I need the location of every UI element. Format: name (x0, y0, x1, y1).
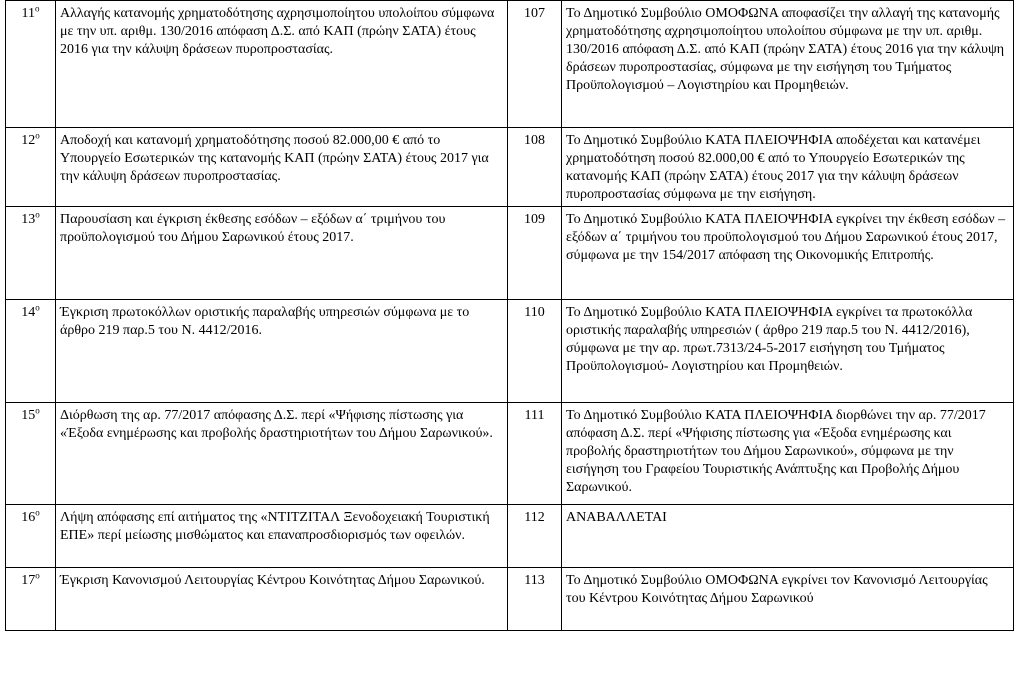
decision-text: Το Δημοτικό Συμβούλιο ΚΑΤΑ ΠΛΕΙΟΨΗΦΙΑ εγκρίνει τα πρωτοκόλλα οριστικής παραλαβής υπηρεσιών ( άρθρο 219 παρ.5 του Ν. 4412/2016), σύμφωνα με την αρ. πρωτ.7313/24-5-2017 εισήγηση του Τμήματος Προϋπολογισμού- Λογιστηρίου και Προμηθειών. (562, 300, 1014, 403)
agenda-item-number: $16^o$ (6, 505, 56, 568)
decision-text: Το Δημοτικό Συμβούλιο ΟΜΟΦΩΝΑ αποφασίζει την αλλαγή της κατανομής χρηματοδότησης αχρησιμοποίητου υπολοίπου σύμφωνα με την υπ. αριθμ. 130/2016 απόφαση Δ.Σ. από ΚΑΠ (πρώην ΣΑΤΑ) έτους 2016 για την κάλυψη δράσεων πυροπροστασίας, σύμφωνα με την εισήγηση του Τμήματος Προϋπολογισμού – Λογιστηρίου και Προμηθειών. (562, 1, 1014, 128)
table-row (6, 568, 1014, 631)
agenda-item-number: $17^o$ (6, 568, 56, 631)
decision-text: Το Δημοτικό Συμβούλιο ΚΑΤΑ ΠΛΕΙΟΨΗΦΙΑ αποδέχεται και κατανέμει χρηματοδότηση ποσού 82.000,00 € από το Υπουργείο Εσωτερικών της κατανομής ΚΑΠ (πρώην ΣΑΤΑ) έτους 2017 για την κάλυψη δράσεων πυροπροστασίας σύμφωνα με την εισήγηση. (562, 128, 1014, 207)
agenda-item-topic: Παρουσίαση και έγκριση έκθεσης εσόδων – εξόδων α΄ τριμήνου του προϋπολογισμού του Δήμου Σαρωνικού έτους 2017. (56, 207, 508, 300)
agenda-item-topic: Διόρθωση της αρ. 77/2017 απόφασης Δ.Σ. περί «Ψήφισης πίστωσης για «Έξοδα ενημέρωσης και προβολής δραστηριοτήτων του Δήμου Σαρωνικού». (56, 403, 508, 505)
agenda-item-number: $15^o$ (6, 403, 56, 505)
decision-number: 111 (508, 403, 562, 505)
decision-text: Το Δημοτικό Συμβούλιο ΚΑΤΑ ΠΛΕΙΟΨΗΦΙΑ εγκρίνει την έκθεση εσόδων – εξόδων α΄ τριμήνου του προϋπολογισμού του Δήμου Σαρωνικού έτους 2017, σύμφωνα με την 154/2017 απόφαση της Οικονομικής Επιτροπής. (562, 207, 1014, 300)
agenda-item-topic: Έγκριση Κανονισμού Λειτουργίας Κέντρου Κοινότητας Δήμου Σαρωνικού. (56, 568, 508, 631)
agenda-item-number: $14^o$ (6, 300, 56, 403)
agenda-item-topic: Έγκριση πρωτοκόλλων οριστικής παραλαβής υπηρεσιών σύμφωνα με το άρθρο 219 παρ.5 του Ν. 4412/2016. (56, 300, 508, 403)
decision-text: ΑΝΑΒΑΛΛΕΤΑΙ (562, 505, 1014, 568)
decision-number: 109 (508, 207, 562, 300)
decision-number: 108 (508, 128, 562, 207)
decision-text: Το Δημοτικό Συμβούλιο ΟΜΟΦΩΝΑ εγκρίνει τον Κανονισμό Λειτουργίας του Κέντρου Κοινότητας Δήμου Σαρωνικού (562, 568, 1014, 631)
table-row (6, 207, 1014, 300)
decision-text: Το Δημοτικό Συμβούλιο ΚΑΤΑ ΠΛΕΙΟΨΗΦΙΑ διορθώνει την αρ. 77/2017 απόφαση Δ.Σ. περί «Ψήφισης πίστωσης για «Έξοδα ενημέρωσης και προβολής δραστηριοτήτων του Δήμου Σαρωνικού», σύμφωνα με την εισήγηση του Γραφείου Τουριστικής Ανάπτυξης και Προβολής Δήμου Σαρωνικού. (562, 403, 1014, 505)
minutes-table (5, 0, 1014, 631)
agenda-item-number: $13^o$ (6, 207, 56, 300)
agenda-item-topic: Αλλαγής κατανομής χρηματοδότησης αχρησιμοποίητου υπολοίπου σύμφωνα με την υπ. αριθμ. 130/2016 απόφαση Δ.Σ. από ΚΑΠ (πρώην ΣΑΤΑ) έτους 2016 για την κάλυψη δράσεων πυροπροστασίας. (56, 1, 508, 128)
agenda-item-topic: Λήψη απόφασης επί αιτήματος της «ΝΤΙΤΖΙΤΑΛ Ξενοδοχειακή Τουριστική ΕΠΕ» περί μείωσης μισθώματος και επαναπροσδιορισμός των οφειλών. (56, 505, 508, 568)
table-row (6, 128, 1014, 207)
decision-number: 107 (508, 1, 562, 128)
decision-number: 113 (508, 568, 562, 631)
table-row (6, 300, 1014, 403)
table-row (6, 403, 1014, 505)
table-row (6, 1, 1014, 128)
agenda-item-topic: Αποδοχή και κατανομή χρηματοδότησης ποσού 82.000,00 € από το Υπουργείο Εσωτερικών της κατανομής ΚΑΠ (πρώην ΣΑΤΑ) έτους 2017 για την κάλυψη δράσεων πυροπροστασίας. (56, 128, 508, 207)
agenda-item-number: $12^o$ (6, 128, 56, 207)
table-row (6, 505, 1014, 568)
agenda-item-number: $11^o$ (6, 1, 56, 128)
decision-number: 110 (508, 300, 562, 403)
decision-number: 112 (508, 505, 562, 568)
